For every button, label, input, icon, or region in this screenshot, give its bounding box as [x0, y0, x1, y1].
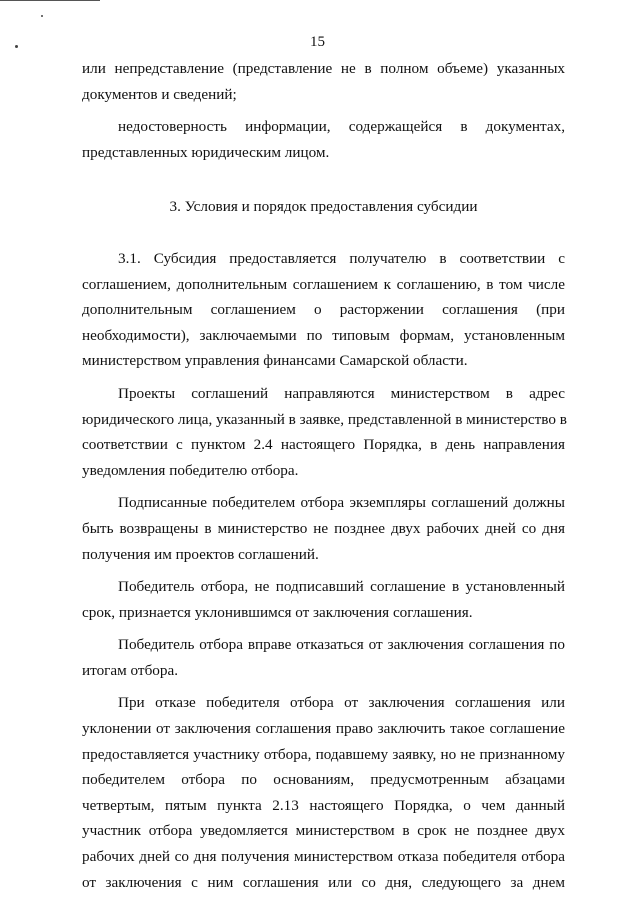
- scan-edge-line: [0, 0, 100, 1]
- text-line: участник отбора уведомляется министерством в срок не позднее двух: [82, 822, 565, 840]
- paragraph: [82, 114, 565, 165]
- text-line: представленных юридическим лицом.: [82, 143, 330, 161]
- text-line: Подписанные победителем отбора экземпляры соглашений должны: [118, 494, 565, 512]
- paragraph: [82, 632, 565, 683]
- scan-speck: [41, 15, 43, 17]
- paragraph: [82, 690, 565, 895]
- text-line: Победитель отбора вправе отказаться от заключения соглашения по: [118, 636, 565, 654]
- text-line: дополнительным соглашением о расторжении соглашения (при: [82, 301, 565, 319]
- text-line: срок, признается уклонившимся от заключения соглашения.: [82, 603, 473, 621]
- paragraph: [82, 381, 565, 483]
- text-line: итогам отбора.: [82, 661, 179, 679]
- text-line: победителем отбора по основаниям, предусмотренным абзацами: [82, 771, 565, 789]
- text-line: юридического лица, указанный в заявке, представленной в министерство в: [82, 410, 567, 428]
- text-line: быть возвращены в министерство не позднее двух рабочих дней со дня: [82, 519, 565, 537]
- text-line: документов и сведений;: [82, 85, 237, 103]
- text-line: предоставляется участнику отбора, подавшему заявку, но не признанному: [82, 745, 565, 763]
- text-line: недостоверность информации, содержащейся в документах,: [118, 118, 565, 136]
- paragraph: [82, 56, 565, 107]
- text-line: соглашением, дополнительным соглашением к соглашению, в том числе: [82, 275, 565, 293]
- text-line: четвертым, пятым пункта 2.13 настоящего Порядка, о чем данный: [82, 796, 565, 814]
- text-line: получения им проектов соглашений.: [82, 545, 319, 563]
- paragraph: [82, 246, 565, 374]
- text-line: Проекты соглашений направляются министерством в адрес: [118, 384, 565, 402]
- text-line: министерством управления финансами Самарской области.: [82, 352, 468, 370]
- text-line: от заключения с ним соглашения или со дня, следующего за днем: [82, 873, 565, 891]
- paragraph: [82, 574, 565, 625]
- text-line: Победитель отбора, не подписавший соглашение в установленный: [118, 578, 565, 596]
- section-heading: 3. Условия и порядок предоставления субсидии: [169, 198, 478, 216]
- text-line: или непредставление (представление не в полном объеме) указанных: [82, 60, 565, 77]
- text-line: рабочих дней со дня получения министерством отказа победителя отбора: [82, 848, 565, 866]
- text-line: уклонении от заключения соглашения право заключить такое соглашение: [82, 720, 565, 738]
- text-line: 3.1. Субсидия предоставляется получателю в соответствии с: [118, 249, 565, 267]
- text-line: соответствии с пунктом 2.4 настоящего Порядка, в день направления: [82, 436, 565, 454]
- text-line: уведомления победителю отбора.: [82, 461, 299, 479]
- document-body: [82, 56, 565, 895]
- text-line: При отказе победителя отбора от заключения соглашения или: [118, 694, 565, 712]
- paragraph: [82, 490, 565, 567]
- page-number: 15: [310, 34, 325, 50]
- text-line: необходимости), заключаемыми по типовым формам, установленным: [82, 326, 565, 344]
